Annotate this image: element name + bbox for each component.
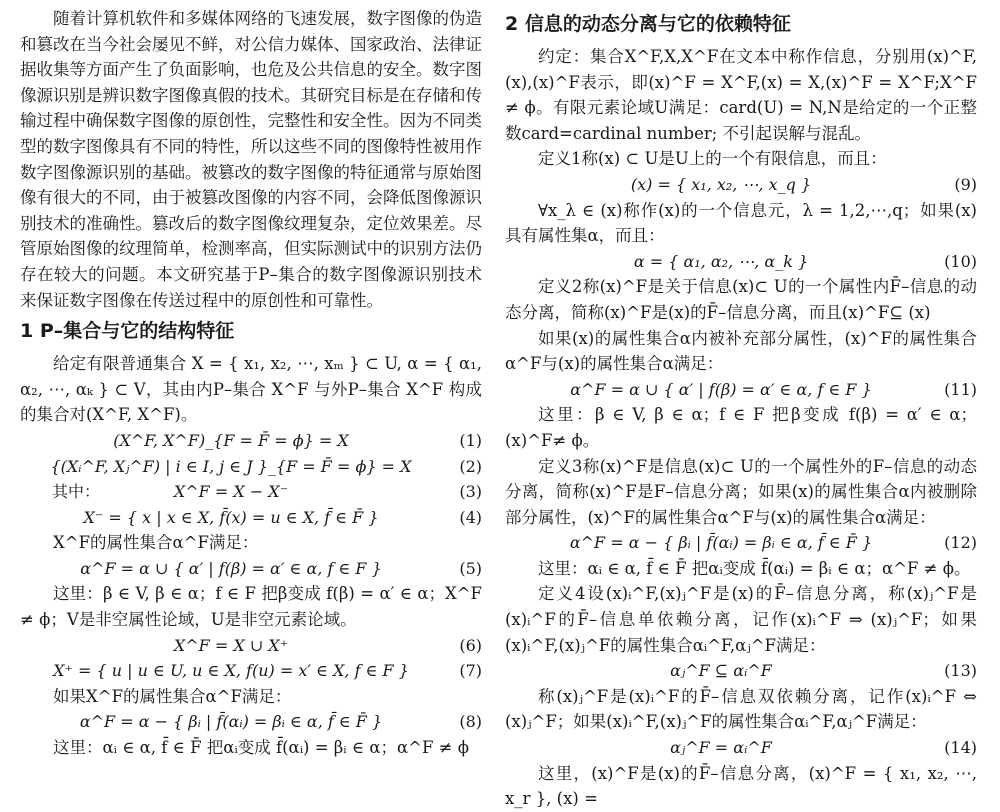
- here-paragraph-3: 这里：β ∈ V, β ∈ α；f ∈ F 把β变成 f(β) = α′ ∈ α；(x)^F≠ ϕ。: [505, 405, 977, 450]
- section2-heading: 2 信息的动态分离与它的依赖特征: [505, 13, 791, 35]
- attribute-set-paragraph-1: X^F的属性集合α^F满足：: [53, 533, 259, 553]
- double-dependency-paragraph: 称(x)ⱼ^F是(x)ᵢ^F的F̄–信息双依赖分离，记作(x)ᵢ^F ⇔ (x)ⱼ^F；如果(x)ᵢ^F,(x)ⱼ^F的属性集合αᵢ^F,αⱼ^F满足：: [505, 686, 977, 732]
- equation-10-expr: α = { α₁, α₂, ⋯, α_k }: [633, 251, 809, 271]
- equation-9-expr: (x) = { x₁, x₂, ⋯, x_q }: [630, 174, 812, 194]
- left-column: [20, 0, 482, 761]
- equation-1-expr: (X^F, X^F)_{F = F̄ = ϕ} = X: [113, 430, 349, 450]
- equation-1-number: (1): [459, 430, 482, 450]
- intro-paragraph: 随着计算机软件和多媒体网络的飞速发展，数字图像的伪造和篡改在当今社会屡见不鲜，对公信力媒体、国家政治、法律证据收集等方面产生了负面影响，也危及公共信息的安全。数字图像源识别是辨识数字图像真假的技术。其研究目标是在存储和传输过程中确保数字图像的原创性，完整性和安全性。因为不同类型的数字图像具有不同的特性，所以这些不同的图像特性被用作数字图像源识别的基础。被篡改的数字图像的特征通常与原始图像有很大的不同，由于被篡改图像的内容不同，会降低图像源识别技术的准确性。篡改后的数字图像纹理复杂，定位效果差。尽管原始图像的纹理简单，检测率高，但实际测试中的识别方法仍存在较大的问题。本文研究基于P–集合的数字图像源识别技术来保证数字图像在传送过程中的原创性和可靠性。: [20, 9, 482, 310]
- equation-4-number: (4): [459, 507, 482, 527]
- equation-8-expr: α^F = α − { βᵢ | f̄(αᵢ) = βᵢ ∈ α, f̄ ∈ F̄ }: [79, 712, 383, 732]
- equation-3-expr: X^F = X − X⁻: [173, 482, 289, 502]
- here-paragraph-4: 这里：αᵢ ∈ α, f̄ ∈ F̄ 把αᵢ变成 f̄(αᵢ) = βᵢ ∈ α；α^F ≠ ϕ。: [538, 558, 971, 578]
- here-paragraph-1: 这里：β ∈ V, β ∈ α；f ∈ F 把β变成 f(β) = α′ ∈ α；X^F ≠ ϕ；V是非空属性论域，U是非空元素论域。: [20, 584, 482, 630]
- here-paragraph-2: 这里：αᵢ ∈ α, f̄ ∈ F̄ 把αᵢ变成 f̄(αᵢ) = βᵢ ∈ α；α^F ≠ ϕ: [53, 738, 469, 758]
- equation-7-expr: X⁺ = { u | u ∈ U, u ∈ X, f(u) = x′ ∈ X, f ∈ F }: [53, 661, 409, 681]
- supplement-attribute-paragraph: 如果(x)的属性集合α内被补充部分属性，(x)^F的属性集合α^F与(x)的属性集合α满足：: [505, 328, 977, 374]
- equation-1: [20, 428, 482, 454]
- equation-6-expr: X^F = X ∪ X⁺: [173, 635, 289, 655]
- equation-8: [20, 709, 482, 735]
- equation-13-number: (13): [944, 661, 977, 681]
- equation-7-number: (7): [459, 661, 482, 681]
- equation-2-expr: {(Xᵢ^F, Xⱼ^F) | i ∈ I, j ∈ J }_{F = F̄ = ϕ} = X: [50, 456, 412, 476]
- final-paragraph: 这里，(x)^F是(x)的F̄–信息分离，(x)^F = { x₁, x₂, ⋯, x_r }, (x) =: [505, 763, 977, 809]
- equation-4: [20, 505, 482, 531]
- equation-10: [505, 249, 977, 275]
- equation-13: [505, 658, 977, 684]
- definition-1-paragraph: 定义1称(x) ⊂ U是U上的一个有限信息，而且：: [538, 149, 887, 169]
- equation-13-expr: αⱼ^F ⊆ αᵢ^F: [670, 661, 772, 681]
- equation-12-number: (12): [944, 533, 977, 553]
- equation-5: [20, 556, 482, 582]
- information-element-paragraph: ∀x_λ ∈ (x)称作(x)的一个信息元，λ = 1,2,⋯,q；如果(x)具有属性集α，而且：: [505, 200, 977, 246]
- equation-14: [505, 735, 977, 761]
- equation-9-number: (9): [954, 174, 977, 194]
- equation-14-number: (14): [944, 738, 977, 758]
- equation-12-expr: α^F = α − { βᵢ | f̄(αᵢ) = βᵢ ∈ α, f̄ ∈ F̄ }: [569, 533, 873, 553]
- equation-3-prefix: 其中：: [52, 482, 101, 502]
- equation-7: [20, 658, 482, 684]
- equation-6: [20, 633, 482, 659]
- attribute-set-paragraph-2: 如果X^F的属性集合α^F满足：: [53, 686, 292, 706]
- equation-10-number: (10): [944, 251, 977, 271]
- definition-3-paragraph: 定义3称(x)^F是信息(x)⊂ U的一个属性外的F–信息的动态分离，简称(x)^F是F–信息分离；如果(x)的属性集合α内被删除部分属性，(x)^F的属性集合α^F与(x)的属性集合α满足：: [505, 456, 977, 527]
- given-set-paragraph: 给定有限普通集合 X = { x₁, x₂, ⋯, xₘ } ⊂ U, α = { α₁, α₂, ⋯, αₖ } ⊂ V，其由内P–集合 X^F 与外P–集合 X^F 构成的集合对(X^F, X^F)。: [20, 354, 482, 425]
- equation-2-number: (2): [459, 456, 482, 476]
- right-column: [505, 0, 977, 812]
- equation-5-expr: α^F = α ∪ { α′ | f(β) = α′ ∈ α, f ∈ F }: [80, 558, 382, 578]
- equation-3-number: (3): [459, 482, 482, 502]
- equation-6-number: (6): [459, 635, 482, 655]
- equation-12: [505, 530, 977, 556]
- equation-3: [20, 479, 482, 505]
- equation-11-number: (11): [944, 379, 977, 399]
- equation-4-expr: X⁻ = { x | x ∈ X, f̄(x) = u ∈ X, f̄ ∈ F̄ }: [83, 507, 379, 527]
- convention-paragraph: 约定：集合X^F,X,X^F在文本中称作信息，分别用(x)^F,(x),(x)^F表示，即(x)^F = X^F,(x) = X,(x)^F = X^F;X^F ≠ ϕ。有限元素论域U满足：card(U) = N,N是给定的一个正整数card=cardinal number; 不引起误解与混乱。: [505, 47, 977, 143]
- equation-9: [505, 172, 977, 198]
- definition-2-paragraph: 定义2称(x)^F是关于信息(x)⊂ U的一个属性内F̄–信息的动态分离，简称(x)^F是(x)的F̄–信息分离，而且(x)^F⊆ (x): [505, 277, 977, 322]
- equation-8-number: (8): [459, 712, 482, 732]
- equation-11-expr: α^F = α ∪ { α′ | f(β) = α′ ∈ α, f ∈ F }: [570, 379, 872, 399]
- definition-4-paragraph: 定义4设(x)ᵢ^F,(x)ⱼ^F是(x)的F̄–信息分离，称(x)ⱼ^F是(x)ᵢ^F的F̄–信息单依赖分离，记作(x)ᵢ^F ⇒ (x)ⱼ^F；如果(x)ᵢ^F,(x)ⱼ^F的属性集合αᵢ^F,αⱼ^F满足：: [505, 584, 977, 655]
- equation-2: [20, 454, 482, 480]
- equation-5-number: (5): [459, 558, 482, 578]
- section1-heading: 1 P–集合与它的结构特征: [20, 320, 235, 343]
- equation-14-expr: αⱼ^F = αᵢ^F: [670, 738, 772, 758]
- equation-11: [505, 377, 977, 403]
